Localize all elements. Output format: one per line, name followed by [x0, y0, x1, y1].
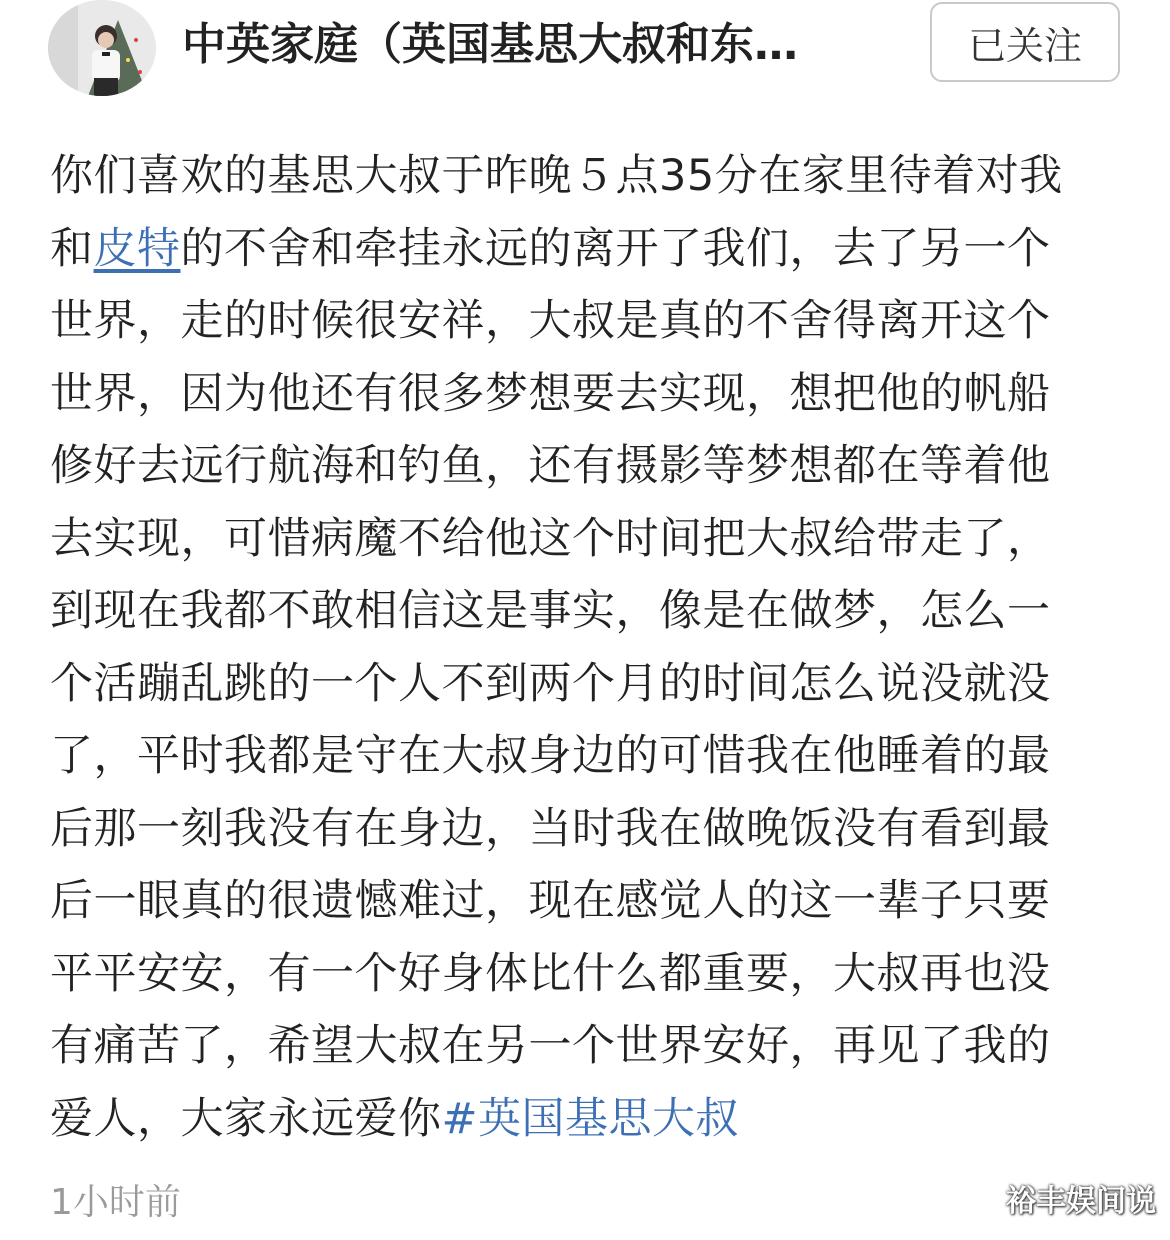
post-text: 修好去远行航海和钓鱼，还有摄影等梦想都在等着他: [50, 441, 1051, 491]
post-text-line: [50, 213, 1130, 286]
post-text: 后一眼真的很遗憾难过，现在感觉人的这一辈子只要: [50, 876, 1051, 926]
post-text: 去实现，可惜病魔不给他这个时间把大叔给带走了，: [50, 513, 1051, 564]
post-text: 了，平时我都是守在大叔身边的可惜我在他睡着的最: [50, 731, 1051, 781]
post-text: 平平安安，有一个好身体比什么都重要，大叔再也没: [50, 948, 1051, 999]
post-text: 和: [50, 223, 94, 274]
post-text-line: [50, 358, 1130, 431]
user-mention-link[interactable]: 皮特: [93, 223, 181, 274]
post-header: [0, 0, 1170, 100]
post-text: 到现在我都不敢相信这是事实，像是在做梦，怎么一: [50, 586, 1051, 636]
post-text-line: [50, 720, 1130, 793]
post-text-line: [50, 865, 1130, 938]
post-text-line: [50, 1010, 1130, 1083]
post-text: 世界，因为他还有很多梦想要去实现，想把他的帆船: [50, 368, 1051, 419]
user-avatar[interactable]: [48, 0, 156, 96]
post-text-line: [50, 503, 1130, 576]
post-text-line: [50, 140, 1130, 213]
post-text: 爱人，大家永远爱你: [50, 1093, 442, 1144]
post-text-line: [50, 430, 1130, 503]
post-text-line: [50, 648, 1130, 721]
post-text: 有痛苦了，希望大叔在另一个世界安好，再见了我的: [50, 1021, 1051, 1071]
post-text: 的不舍和牵挂永远的离开了我们，去了另一个: [180, 223, 1051, 274]
watermark: 裕丰娱间说: [1006, 1184, 1156, 1219]
post-text-line: [50, 938, 1130, 1011]
post-content: [50, 140, 1130, 1155]
follow-button[interactable]: 已关注: [930, 2, 1120, 82]
post-text: 个活蹦乱跳的一个人不到两个月的时间怎么说没就没: [50, 658, 1051, 709]
post-text-line: [50, 1083, 1130, 1156]
post-timestamp: 1小时前: [50, 1182, 181, 1223]
post-text: 世界，走的时候很安祥，大叔是真的不舍得离开这个: [50, 296, 1051, 346]
post-text-line: [50, 793, 1130, 866]
username[interactable]: 中英家庭（英国基思大叔和东…: [182, 19, 798, 70]
post-text-line: [50, 285, 1130, 358]
hashtag-link[interactable]: #英国基思大叔: [441, 1093, 740, 1144]
post-text-line: [50, 575, 1130, 648]
post-text: 后那一刻我没有在身边，当时我在做晚饭没有看到最: [50, 803, 1051, 854]
avatar-photo-icon: [48, 0, 156, 96]
post-text: 你们喜欢的基思大叔于昨晚５点35分在家里待着对我: [50, 151, 1063, 201]
